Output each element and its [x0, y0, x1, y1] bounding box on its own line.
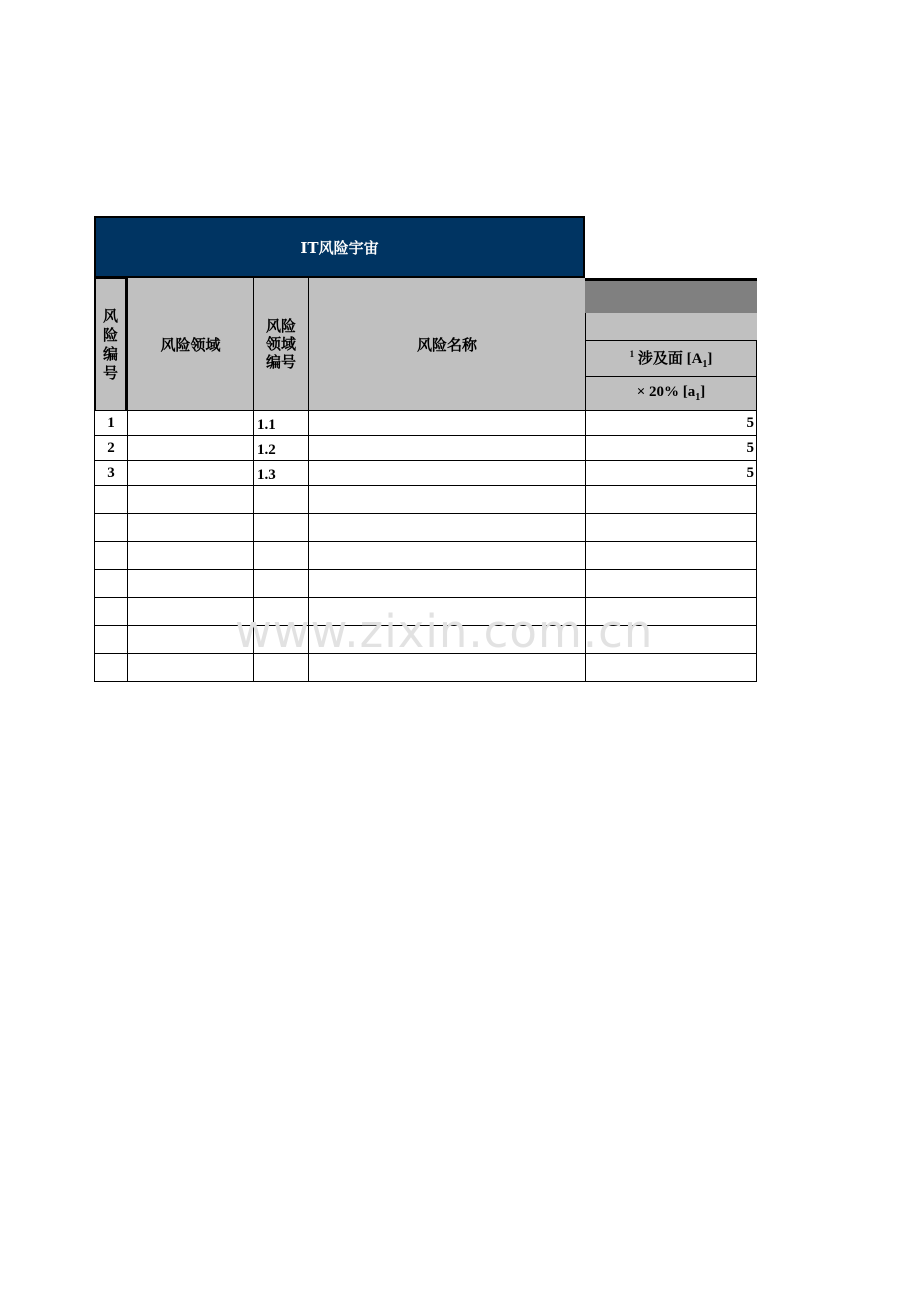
- empty-cell: [127, 569, 254, 598]
- empty-cell: [127, 485, 254, 514]
- empty-cell: [94, 653, 128, 682]
- empty-cell: [253, 541, 309, 570]
- cell-domain: [127, 410, 254, 436]
- empty-cell: [94, 625, 128, 654]
- header-risk-no-char: 号: [103, 363, 119, 382]
- watermark: www.zixin.com.cn: [235, 605, 654, 658]
- cell-sub-no: 1.3: [253, 460, 309, 486]
- header-weight-close: ]: [700, 384, 706, 400]
- empty-cell: [585, 541, 757, 570]
- header-scope-close: ]: [707, 351, 713, 367]
- cell-score: 5: [585, 410, 757, 436]
- empty-cell: [308, 485, 586, 514]
- empty-cell: [585, 569, 757, 598]
- header-weight: [585, 376, 757, 411]
- header-risk-no-char: 险: [103, 325, 119, 344]
- header-domain-no-line: 编号: [265, 353, 296, 371]
- cell-name: [308, 460, 586, 486]
- header-risk-no-char: 风: [103, 306, 119, 325]
- cell-name: [308, 410, 586, 436]
- empty-cell: [127, 541, 254, 570]
- empty-cell: [308, 569, 586, 598]
- header-scope-sup: 1: [629, 349, 635, 359]
- header-domain-no-line: 风险: [265, 317, 296, 335]
- empty-cell: [253, 513, 309, 542]
- header-blank-cell: [585, 313, 757, 341]
- header-scope: [585, 340, 757, 377]
- empty-cell: [253, 569, 309, 598]
- cell-score: 5: [585, 435, 757, 461]
- empty-cell: [94, 597, 128, 626]
- header-risk-domain: 风险领域: [127, 278, 254, 411]
- empty-cell: [308, 541, 586, 570]
- cell-no: 1: [94, 410, 128, 436]
- cell-sub-no: 1.1: [253, 410, 309, 436]
- empty-cell: [585, 485, 757, 514]
- empty-cell: [94, 569, 128, 598]
- header-scope-sub: 1: [702, 359, 708, 370]
- table-title: IT风险宇宙: [94, 216, 585, 279]
- empty-cell: [127, 513, 254, 542]
- header-dark-bar: [585, 278, 757, 314]
- header-domain-no: [253, 278, 309, 411]
- cell-domain: [127, 435, 254, 461]
- cell-sub-no: 1.2: [253, 435, 309, 461]
- header-risk-no: [94, 278, 128, 411]
- header-domain-no-line: 领域: [265, 335, 296, 353]
- empty-cell: [94, 513, 128, 542]
- cell-name: [308, 435, 586, 461]
- cell-no: 3: [94, 460, 128, 486]
- empty-cell: [585, 513, 757, 542]
- empty-cell: [94, 485, 128, 514]
- header-risk-no-char: 编: [103, 344, 119, 363]
- cell-score: 5: [585, 460, 757, 486]
- empty-cell: [94, 541, 128, 570]
- cell-domain: [127, 460, 254, 486]
- cell-no: 2: [94, 435, 128, 461]
- empty-cell: [253, 485, 309, 514]
- header-risk-name: 风险名称: [308, 278, 586, 411]
- header-weight-sub: 1: [695, 392, 701, 403]
- header-weight-text: × 20% [a: [636, 384, 696, 400]
- empty-cell: [308, 513, 586, 542]
- header-scope-text: 涉及面 [A: [637, 351, 703, 367]
